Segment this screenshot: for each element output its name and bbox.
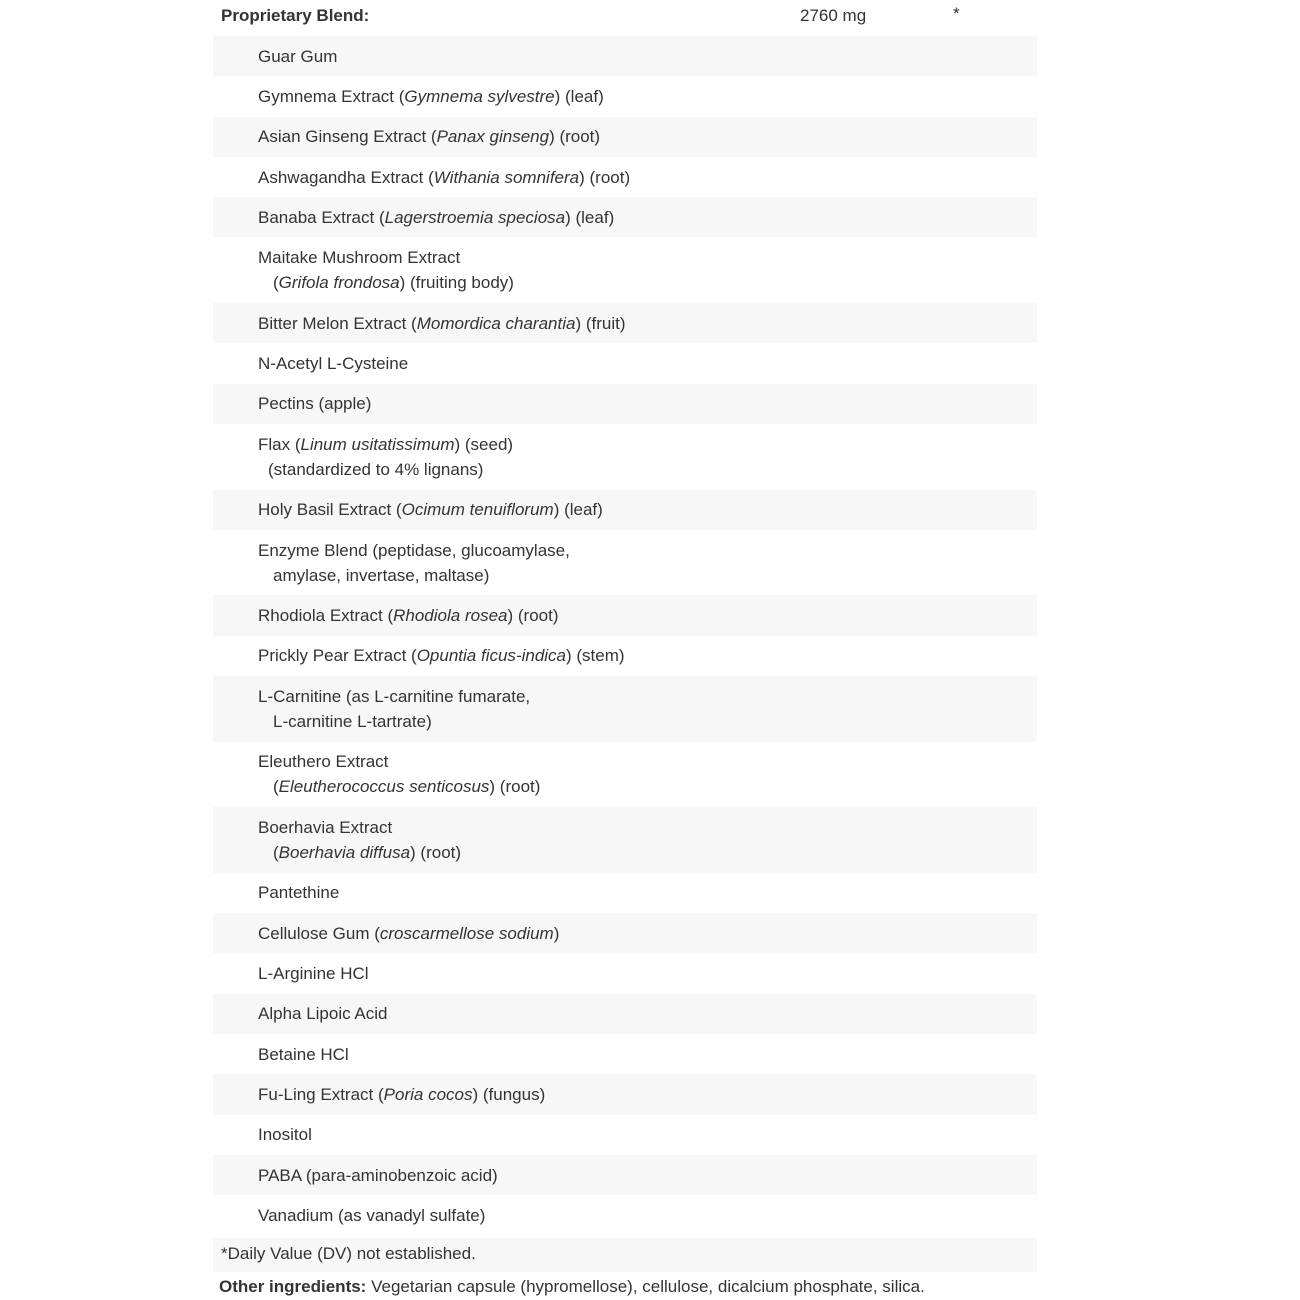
latin-name: Linum usitatissimum bbox=[300, 434, 455, 454]
ingredient-text: ) (leaf) bbox=[553, 500, 603, 520]
ingredient-row bbox=[213, 1115, 1037, 1155]
ingredient-name bbox=[258, 603, 1037, 628]
ingredient-text: PABA (para-aminobenzoic acid) bbox=[258, 1165, 498, 1185]
ingredient-row bbox=[213, 1195, 1037, 1235]
ingredient-name bbox=[258, 749, 1037, 774]
ingredient-text: ) (fruit) bbox=[575, 313, 626, 333]
ingredient-text: Fu-Ling Extract ( bbox=[258, 1084, 384, 1104]
ingredient-name bbox=[258, 961, 1037, 986]
ingredient-detail bbox=[258, 457, 1037, 482]
ingredient-name bbox=[258, 165, 1037, 190]
ingredient-row bbox=[213, 873, 1037, 913]
ingredient-row bbox=[213, 636, 1037, 676]
ingredient-text: ) (fungus) bbox=[472, 1084, 546, 1104]
ingredient-name bbox=[258, 351, 1037, 376]
supplement-facts-header bbox=[213, 0, 1037, 34]
ingredient-text: ( bbox=[273, 777, 279, 797]
ingredient-text: Flax ( bbox=[258, 434, 301, 454]
latin-name: Lagerstroemia speciosa bbox=[384, 207, 566, 227]
ingredient-text: Maitake Mushroom Extract bbox=[258, 248, 461, 268]
ingredient-name bbox=[258, 1082, 1037, 1107]
ingredient-detail bbox=[258, 840, 1037, 865]
ingredient-text: N-Acetyl L-Cysteine bbox=[258, 354, 409, 374]
ingredient-name bbox=[258, 432, 1037, 457]
ingredient-text: Prickly Pear Extract ( bbox=[258, 646, 417, 666]
other-ingredients-text: Vegetarian capsule (hypromellose), cellulose, dicalcium phosphate, silica. bbox=[366, 1277, 925, 1296]
ingredient-name bbox=[258, 124, 1037, 149]
ingredient-text: ) (leaf) bbox=[565, 207, 615, 227]
daily-value-marker: * bbox=[953, 4, 960, 23]
blend-amount: 2760 mg bbox=[800, 6, 867, 25]
ingredient-text: Boerhavia Extract bbox=[258, 818, 393, 838]
ingredient-text: Gymnema Extract ( bbox=[258, 86, 405, 106]
ingredient-name bbox=[258, 1122, 1037, 1147]
ingredient-text: Enzyme Blend (peptidase, glucoamylase, bbox=[258, 540, 570, 560]
ingredient-name bbox=[258, 1042, 1037, 1067]
ingredient-text: ) (root) bbox=[410, 843, 462, 863]
daily-value-note bbox=[213, 1238, 1037, 1272]
ingredient-text: Holy Basil Extract ( bbox=[258, 500, 402, 520]
latin-name: Withania somnifera bbox=[433, 167, 580, 187]
ingredient-row bbox=[213, 157, 1037, 197]
ingredient-row bbox=[213, 237, 1037, 303]
ingredient-name bbox=[258, 921, 1037, 946]
ingredient-text: (standardized to 4% lignans) bbox=[268, 459, 484, 479]
latin-name: Ocimum tenuiflorum bbox=[401, 500, 554, 520]
ingredient-detail bbox=[258, 774, 1037, 799]
ingredient-text: L-Carnitine (as L-carnitine fumarate, bbox=[258, 686, 531, 706]
ingredient-name bbox=[258, 1001, 1037, 1026]
dv-note-text: *Daily Value (DV) not established. bbox=[221, 1244, 476, 1263]
ingredient-row bbox=[213, 36, 1037, 76]
ingredient-text: ) (leaf) bbox=[554, 86, 604, 106]
ingredient-text: Banaba Extract ( bbox=[258, 207, 385, 227]
ingredient-row bbox=[213, 117, 1037, 157]
ingredient-text: Alpha Lipoic Acid bbox=[258, 1004, 388, 1024]
latin-name: Opuntia ficus-indica bbox=[416, 646, 567, 666]
ingredient-name bbox=[258, 880, 1037, 905]
ingredient-text: Ashwagandha Extract ( bbox=[258, 167, 434, 187]
ingredient-name bbox=[258, 311, 1037, 336]
ingredient-text: Pantethine bbox=[258, 883, 340, 903]
ingredient-text: ) bbox=[553, 923, 560, 943]
ingredient-text: Cellulose Gum ( bbox=[258, 923, 380, 943]
ingredient-text: ) (root) bbox=[579, 167, 631, 187]
ingredient-text: Vanadium (as vanadyl sulfate) bbox=[258, 1205, 486, 1225]
latin-name: Grifola frondosa bbox=[278, 273, 400, 293]
ingredient-name bbox=[258, 1203, 1037, 1228]
ingredient-detail bbox=[258, 270, 1037, 295]
latin-name: Momordica charantia bbox=[416, 313, 576, 333]
latin-name: Poria cocos bbox=[383, 1084, 473, 1104]
ingredient-row bbox=[213, 1034, 1037, 1074]
blend-title: Proprietary Blend: bbox=[221, 6, 370, 25]
ingredient-name bbox=[258, 245, 1037, 270]
ingredient-row bbox=[213, 994, 1037, 1034]
ingredient-row bbox=[213, 530, 1037, 596]
ingredient-text: Guar Gum bbox=[258, 46, 338, 66]
ingredient-row bbox=[213, 595, 1037, 635]
ingredient-row bbox=[213, 1155, 1037, 1195]
ingredient-text: Eleuthero Extract bbox=[258, 752, 389, 772]
latin-name: Eleutherococcus senticosus bbox=[278, 777, 490, 797]
ingredient-text: Betaine HCl bbox=[258, 1044, 349, 1064]
ingredient-text: ) (seed) bbox=[454, 434, 514, 454]
ingredient-text: L-carnitine L-tartrate) bbox=[273, 711, 432, 731]
ingredient-text: ) (root) bbox=[489, 777, 541, 797]
ingredient-text: Pectins (apple) bbox=[258, 394, 372, 414]
ingredient-row bbox=[213, 490, 1037, 530]
ingredient-row bbox=[213, 384, 1037, 424]
ingredient-text: ( bbox=[273, 843, 279, 863]
ingredient-row bbox=[213, 197, 1037, 237]
latin-name: croscarmellose sodium bbox=[379, 923, 554, 943]
ingredient-name bbox=[258, 497, 1037, 522]
ingredient-name bbox=[258, 205, 1037, 230]
latin-name: Panax ginseng bbox=[436, 127, 550, 147]
ingredient-list bbox=[213, 36, 1037, 1236]
ingredient-text: Inositol bbox=[258, 1125, 312, 1145]
ingredient-name bbox=[258, 44, 1037, 69]
ingredient-row bbox=[213, 76, 1037, 116]
ingredient-row bbox=[213, 742, 1037, 808]
ingredient-text: Bitter Melon Extract ( bbox=[258, 313, 417, 333]
ingredient-row bbox=[213, 807, 1037, 873]
ingredient-row bbox=[213, 424, 1037, 490]
ingredient-name bbox=[258, 643, 1037, 668]
other-ingredients bbox=[213, 1274, 1037, 1300]
ingredient-row bbox=[213, 676, 1037, 742]
ingredient-row bbox=[213, 343, 1037, 383]
ingredient-text: ) (fruiting body) bbox=[399, 273, 514, 293]
ingredient-detail bbox=[258, 563, 1037, 588]
ingredient-name bbox=[258, 538, 1037, 563]
ingredient-text: ) (root) bbox=[549, 127, 601, 147]
ingredient-text: Rhodiola Extract ( bbox=[258, 606, 394, 626]
ingredient-text: Asian Ginseng Extract ( bbox=[258, 127, 437, 147]
ingredient-name bbox=[258, 1163, 1037, 1188]
ingredient-name bbox=[258, 684, 1037, 709]
ingredient-detail bbox=[258, 709, 1037, 734]
ingredient-text: ) (stem) bbox=[566, 646, 625, 666]
ingredient-row bbox=[213, 913, 1037, 953]
latin-name: Gymnema sylvestre bbox=[404, 86, 555, 106]
ingredient-text: amylase, invertase, maltase) bbox=[273, 565, 490, 585]
ingredient-row bbox=[213, 953, 1037, 993]
ingredient-text: ( bbox=[273, 273, 279, 293]
ingredient-row bbox=[213, 303, 1037, 343]
other-ingredients-label: Other ingredients: bbox=[219, 1277, 367, 1296]
ingredient-name bbox=[258, 84, 1037, 109]
ingredient-name bbox=[258, 815, 1037, 840]
latin-name: Rhodiola rosea bbox=[393, 606, 508, 626]
ingredient-text: L-Arginine HCl bbox=[258, 964, 369, 984]
latin-name: Boerhavia diffusa bbox=[278, 843, 411, 863]
ingredient-name bbox=[258, 391, 1037, 416]
ingredient-row bbox=[213, 1074, 1037, 1114]
ingredient-text: ) (root) bbox=[507, 606, 559, 626]
